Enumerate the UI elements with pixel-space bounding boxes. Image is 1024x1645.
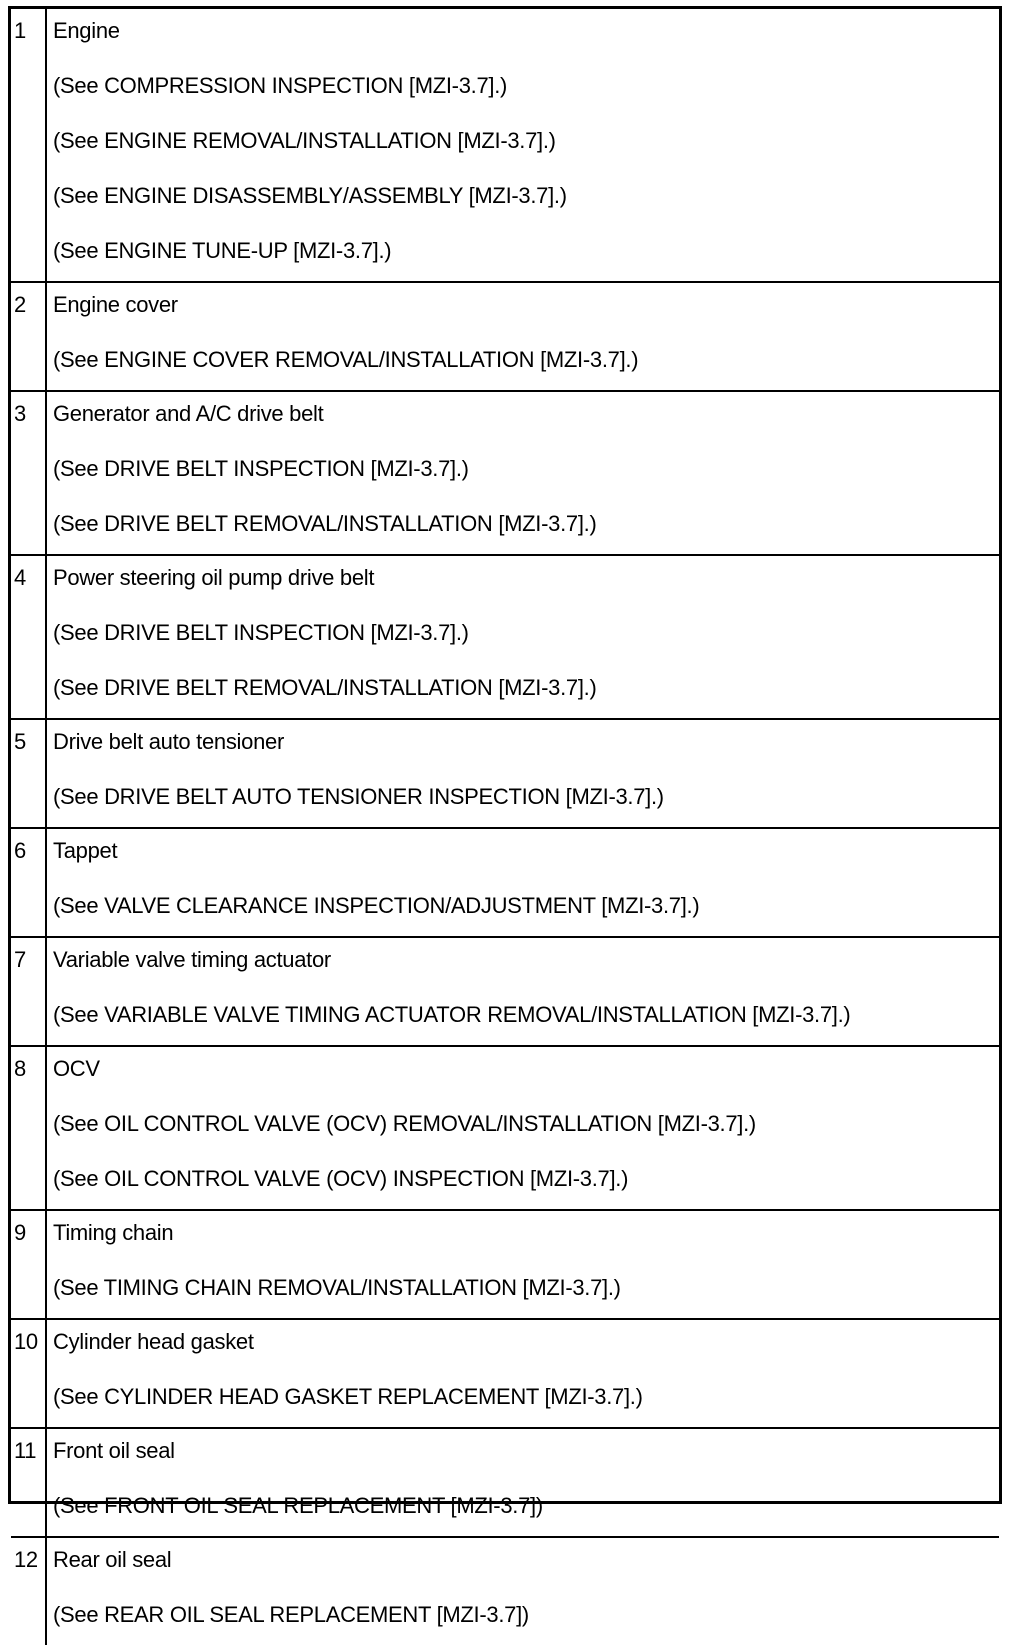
- item-number: 1: [11, 9, 47, 281]
- item-title: Drive belt auto tensioner: [53, 729, 284, 754]
- item-content: [47, 1538, 999, 1645]
- item-reference-link[interactable]: (See VALVE CLEARANCE INSPECTION/ADJUSTMENT [MZI-3.7].): [53, 893, 700, 918]
- item-reference-link[interactable]: (See DRIVE BELT INSPECTION [MZI-3.7].): [53, 456, 469, 481]
- item-content: [47, 720, 999, 827]
- item-number: 6: [11, 829, 47, 936]
- item-reference-link[interactable]: (See ENGINE DISASSEMBLY/ASSEMBLY [MZI-3.7].): [53, 183, 567, 208]
- item-title: Tappet: [53, 838, 118, 863]
- table-row: [11, 1429, 999, 1538]
- item-reference-link[interactable]: (See ENGINE REMOVAL/INSTALLATION [MZI-3.7].): [53, 128, 556, 153]
- item-title: Generator and A/C drive belt: [53, 401, 324, 426]
- item-reference-link[interactable]: (See REAR OIL SEAL REPLACEMENT [MZI-3.7]): [53, 1602, 529, 1627]
- table-row: [11, 720, 999, 829]
- parts-table: [8, 6, 1002, 1627]
- item-reference-link[interactable]: (See OIL CONTROL VALVE (OCV) INSPECTION [MZI-3.7].): [53, 1166, 629, 1191]
- item-reference-link[interactable]: (See OIL CONTROL VALVE (OCV) REMOVAL/INSTALLATION [MZI-3.7].): [53, 1111, 756, 1136]
- item-title: OCV: [53, 1056, 100, 1081]
- table-row: [11, 829, 999, 938]
- item-content: [47, 1320, 999, 1427]
- item-content: [47, 1211, 999, 1318]
- item-content: [47, 9, 999, 281]
- table-row: [11, 283, 999, 392]
- item-reference-link[interactable]: (See TIMING CHAIN REMOVAL/INSTALLATION [MZI-3.7].): [53, 1275, 621, 1300]
- item-number: 4: [11, 556, 47, 718]
- item-reference-link[interactable]: (See DRIVE BELT INSPECTION [MZI-3.7].): [53, 620, 469, 645]
- item-reference-link[interactable]: (See COMPRESSION INSPECTION [MZI-3.7].): [53, 73, 508, 98]
- item-title: Front oil seal: [53, 1438, 175, 1463]
- item-number: 5: [11, 720, 47, 827]
- item-number: 10: [11, 1320, 47, 1427]
- table-row: [11, 1047, 999, 1211]
- item-title: Rear oil seal: [53, 1547, 172, 1572]
- item-reference-link[interactable]: (See DRIVE BELT REMOVAL/INSTALLATION [MZI-3.7].): [53, 675, 597, 700]
- item-reference-link[interactable]: (See DRIVE BELT REMOVAL/INSTALLATION [MZI-3.7].): [53, 511, 597, 536]
- item-content: [47, 938, 999, 1045]
- table-row: [11, 938, 999, 1047]
- item-reference-link[interactable]: (See VARIABLE VALVE TIMING ACTUATOR REMOVAL/INSTALLATION [MZI-3.7].): [53, 1002, 851, 1027]
- item-title: Variable valve timing actuator: [53, 947, 331, 972]
- item-title: Cylinder head gasket: [53, 1329, 254, 1354]
- table-row: [11, 556, 999, 720]
- table-row: [11, 1211, 999, 1320]
- item-content: [47, 1047, 999, 1209]
- item-number: 12: [11, 1538, 47, 1645]
- item-number: 7: [11, 938, 47, 1045]
- item-content: [47, 283, 999, 390]
- item-number: 11: [11, 1429, 47, 1536]
- item-content: [47, 1429, 999, 1536]
- item-reference-link[interactable]: (See FRONT OIL SEAL REPLACEMENT [MZI-3.7]): [53, 1493, 543, 1518]
- item-number: 2: [11, 283, 47, 390]
- table-row: [11, 1538, 999, 1645]
- item-reference-link[interactable]: (See ENGINE COVER REMOVAL/INSTALLATION [MZI-3.7].): [53, 347, 639, 372]
- item-reference-link[interactable]: (See DRIVE BELT AUTO TENSIONER INSPECTION [MZI-3.7].): [53, 784, 664, 809]
- item-content: [47, 829, 999, 936]
- table-row: [11, 9, 999, 283]
- table-row: [11, 1320, 999, 1429]
- item-number: 3: [11, 392, 47, 554]
- item-title: Engine: [53, 18, 120, 43]
- item-title: Engine cover: [53, 292, 178, 317]
- item-number: 9: [11, 1211, 47, 1318]
- item-content: [47, 392, 999, 554]
- item-content: [47, 556, 999, 718]
- item-number: 8: [11, 1047, 47, 1209]
- item-title: Timing chain: [53, 1220, 174, 1245]
- table-row: [11, 392, 999, 556]
- item-reference-link[interactable]: (See ENGINE TUNE-UP [MZI-3.7].): [53, 238, 392, 263]
- item-title: Power steering oil pump drive belt: [53, 565, 375, 590]
- item-reference-link[interactable]: (See CYLINDER HEAD GASKET REPLACEMENT [MZI-3.7].): [53, 1384, 643, 1409]
